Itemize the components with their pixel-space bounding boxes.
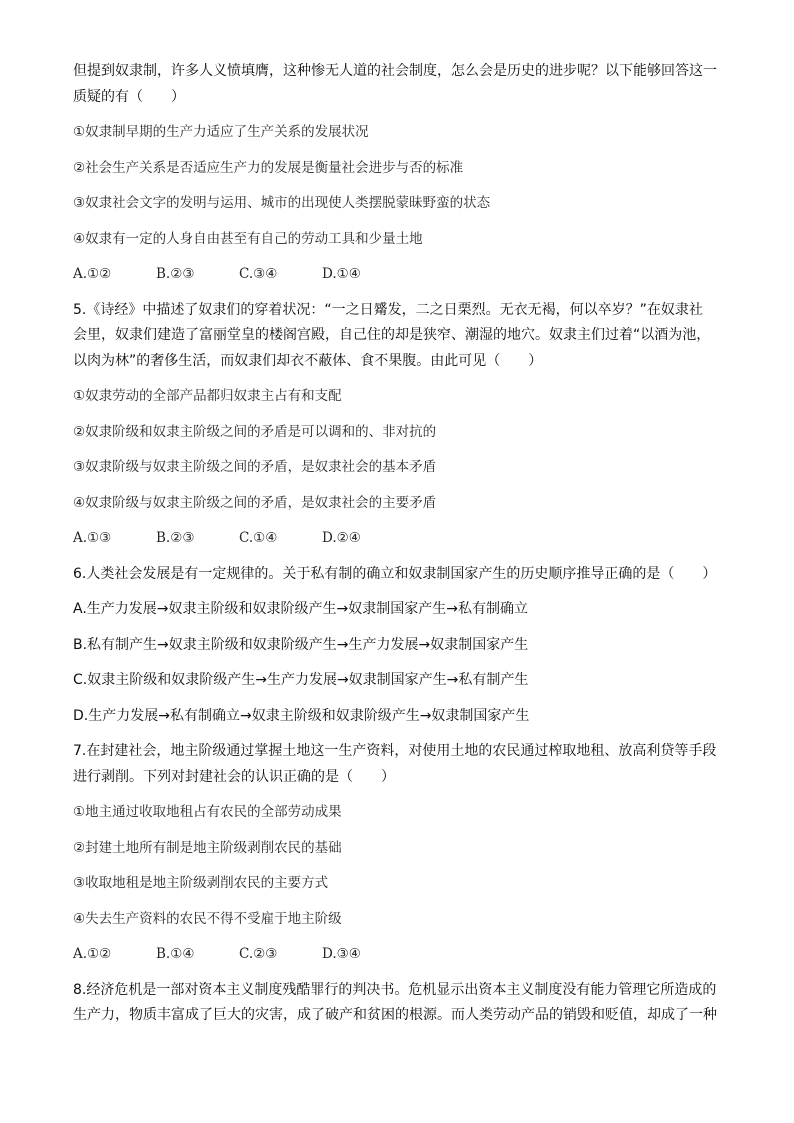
- option-item: [73, 704, 754, 730]
- answer-choice-c: C.③④: [239, 266, 278, 282]
- answer-choice-b: B.②③: [156, 530, 195, 546]
- option-b-text: B.私有制产生→奴隶主阶级和奴隶阶级产生→生产力发展→奴隶制国家产生: [73, 636, 529, 653]
- statement-text: ②奴隶阶级和奴隶主阶级之间的矛盾是可以调和的、非对抗的: [73, 423, 437, 440]
- option-item: [73, 633, 754, 659]
- question-stem-line: 5.《诗经》中描述了奴隶们的穿着状况：“一之日觱发，二之日栗烈。无衣无褐，何以卒岁？”在奴隶社: [73, 301, 703, 318]
- answer-choice-d: D.③④: [322, 946, 361, 962]
- statement-item: [73, 836, 754, 862]
- statement-text: ②社会生产关系是否适应生产力的发展是衡量社会进步与否的标准: [73, 159, 464, 176]
- statement-item: [73, 907, 754, 933]
- question-stem-line: 6.人类社会发展是有一定规律的。关于私有制的确立和奴隶制国家产生的历史顺序推导正确的是（ ）: [73, 565, 717, 582]
- statement-text: ④奴隶阶级与奴隶主阶级之间的矛盾，是奴隶社会的主要矛盾: [73, 494, 437, 511]
- statement-item: [73, 384, 754, 410]
- question-stem-line: 以肉为林”的奢侈生活，而奴隶们却衣不蔽体、食不果腹。由此可见（ ）: [73, 352, 543, 369]
- answer-choices: [73, 526, 754, 552]
- question-4-stem: [73, 59, 754, 110]
- statement-item: [73, 455, 754, 481]
- statement-item: [73, 420, 754, 446]
- question-5-stem: [73, 298, 754, 375]
- question-8-stem: [73, 978, 754, 1029]
- statement-text: ④奴隶有一定的人身自由甚至有自己的劳动工具和少量土地: [73, 230, 423, 247]
- answer-choice-a: A.①②: [73, 946, 112, 962]
- option-a-text: A.生产力发展→奴隶主阶级和奴隶阶级产生→奴隶制国家产生→私有制确立: [73, 601, 528, 617]
- answer-choice-b: B.①④: [156, 946, 195, 962]
- option-d-text: D.生产力发展→私有制确立→奴隶主阶级和奴隶阶级产生→奴隶制国家产生: [73, 707, 530, 724]
- answer-choice-d: D.②④: [322, 530, 361, 546]
- question-6-stem: [73, 562, 754, 588]
- statement-item: [73, 156, 754, 182]
- answer-choice-c: C.②③: [239, 946, 278, 962]
- statement-text: ③收取地租是地主阶级剥削农民的主要方式: [73, 875, 329, 891]
- question-stem-line: 会里，奴隶们建造了富丽堂皇的楼阁宫殿，自己住的却是狭窄、潮湿的地穴。奴隶主们过着“以酒为池，: [73, 327, 711, 343]
- answer-choices-row: [73, 262, 754, 288]
- option-item: [73, 597, 754, 623]
- answer-choice-b: B.②③: [156, 266, 195, 282]
- answer-choice-c: C.①④: [239, 530, 278, 546]
- question-stem-line: 7.在封建社会，地主阶级通过掌握土地这一生产资料，对使用土地的农民通过榨取地租、放高利贷等手段: [73, 743, 717, 759]
- statement-text: ④失去生产资料的农民不得不受雇于地主阶级: [73, 910, 342, 927]
- statement-item: [73, 227, 754, 253]
- answer-choice-a: A.①③: [73, 530, 112, 546]
- question-stem-line: 质疑的有（ ）: [73, 88, 185, 105]
- statement-item: [73, 800, 754, 826]
- statement-item: [73, 491, 754, 517]
- answer-choices: [73, 262, 754, 288]
- question-stem-line: 8.经济危机是一部对资本主义制度残酷罪行的判决书。危机显示出资本主义制度没有能力管理它所造成的: [73, 981, 717, 998]
- statement-item: [73, 120, 754, 146]
- question-stem-line: 进行剥削。下列对封建社会的认识正确的是（ ）: [73, 768, 395, 785]
- statement-text: ①奴隶制早期的生产力适应了生产关系的发展状况: [73, 124, 369, 140]
- statement-text: ③奴隶阶级与奴隶主阶级之间的矛盾，是奴隶社会的基本矛盾: [73, 459, 437, 475]
- answer-choices: [73, 942, 754, 968]
- statement-text: ①地主通过收取地租占有农民的全部劳动成果: [73, 804, 342, 820]
- question-stem-line: 但提到奴隶制，许多人义愤填膺，这种惨无人道的社会制度，怎么会是历史的进步呢？以下能够回答这一: [73, 63, 717, 79]
- answer-choice-a: A.①②: [73, 266, 112, 282]
- answer-choices-row: [73, 526, 754, 552]
- statement-item: [73, 871, 754, 897]
- question-7-stem: [73, 739, 754, 790]
- option-c-text: C.奴隶主阶级和奴隶阶级产生→生产力发展→奴隶制国家产生→私有制产生: [73, 672, 529, 688]
- statement-text: ①奴隶劳动的全部产品都归奴隶主占有和支配: [73, 388, 342, 404]
- answer-choices-row: [73, 942, 754, 968]
- statement-item: [73, 191, 754, 217]
- statement-text: ②封建土地所有制是地主阶级剥削农民的基础: [73, 839, 342, 856]
- option-item: [73, 668, 754, 694]
- statement-text: ③奴隶社会文字的发明与运用、城市的出现使人类摆脱蒙昧野蛮的状态: [73, 195, 491, 211]
- answer-choice-d: D.①④: [322, 266, 361, 282]
- question-stem-line: 生产力，物质丰富成了巨大的灾害，成了破产和贫困的根源。而人类劳动产品的销毁和贬值，却成了一种: [73, 1007, 717, 1023]
